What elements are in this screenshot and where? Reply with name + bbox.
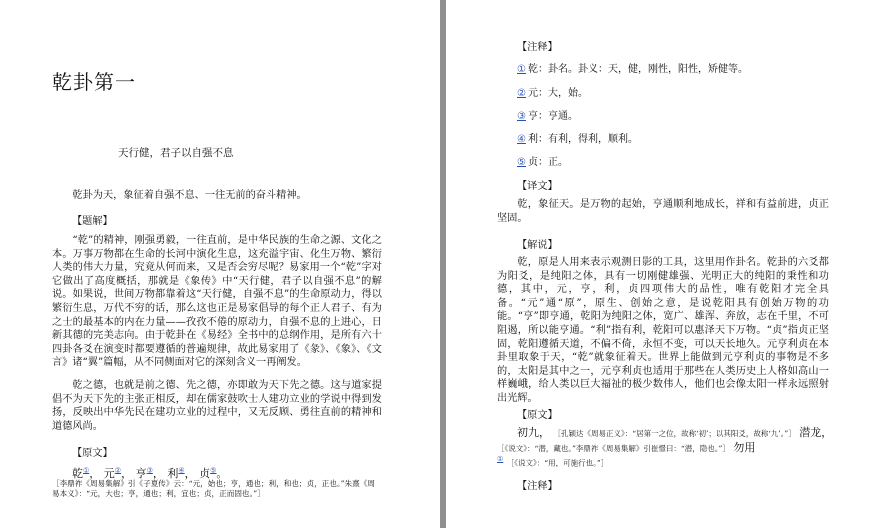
note-item [517, 107, 578, 122]
yiwen-label: 【译文】 [517, 181, 558, 192]
yuanwen-chujiu: 初九 [517, 426, 539, 439]
zhushi-label: 【注释】 [517, 42, 558, 53]
intro-paragraph: 乾卦为天，象征着自强不息、一往无前的奋斗精神。 [72, 190, 307, 201]
page-title: 乾卦第一 [52, 70, 136, 94]
tijie-paragraph: “乾”的精神，刚强勇毅，一往直前，是中华民族的生命之源、文化之本。万事万物都在生命的长河中演化生息，这充溢宇宙、化生万物、繁衍人类的伟大力量，究竟从何而来，又是否会穷尽呢？易家用一个“乾”字对它做出了高度概括，那就是《象传》中“天行健，君子以自强不息”的解说。如果说，世间万物都靠着这“天行健，自强不息”的生命原动力，得以繁衍生息，万代不穷的话，那么这也正是易家倡导的每个正人君子、有为之士的最基本的内在力量——孜孜不倦的原动力，自强不息的上进心，日新其德的完美志向。由于乾卦在《易经》全书中的总纲作用，是所有六十四卦各爻在演变时都要遵循的普遍规律，故此易家用了《彖》、《象》、《文言》诸“翼”篇幅，从不同侧面对它的深刻含义一再阐发。 [52, 235, 382, 369]
yuanwen-qianlong: 潜龙 [799, 426, 822, 439]
yuanwen-char: 乾 [72, 467, 83, 480]
note-text: 亨：亨通。 [527, 111, 578, 122]
yuanwen-label-left: 【原文】 [72, 448, 113, 459]
yuanwen-note: ［孔颖达《周易正义》：“居第一之位，故称‘初’；以其阳爻，故称‘九’。”］ [553, 429, 796, 438]
yuanwen-line-right: 初九， ［孔颖达《周易正义》：“居第一之位，故称‘初’；以其阳爻，故称‘九’。”］ 潜龙， [517, 426, 833, 439]
note-item [517, 84, 588, 99]
note-item [517, 60, 748, 75]
note-text: 乾：卦名。卦义：天，健，刚性，阳性，矫健等。 [527, 64, 748, 75]
footnote-mark[interactable]: ① [497, 455, 504, 463]
yuanwen-label-right: 【原文】 [517, 410, 558, 421]
note-text: 元：大，始。 [527, 88, 588, 99]
yuanwen-char: 亨 [135, 467, 147, 480]
note-item [517, 153, 568, 168]
note-number[interactable]: ① [517, 64, 526, 75]
footnote-mark[interactable]: ② [114, 466, 122, 475]
para2: 乾之德，也就是前之德、先之德，亦即敢为天下先之德。这与道家提倡不为天下先的主张正相反，却在儒家鼓吹士人建功立业的学说中得到发扬，反映出中华先民在建功立业的过程中，又无反顾、勇往直前的精神和道德风尚。 [52, 380, 382, 432]
note-number[interactable]: ② [517, 88, 526, 99]
yuanwen-char: 利 [167, 467, 179, 480]
yiwen-paragraph: 乾，象征天。是万物的起始，亨通顺利地成长，祥和有益前进，贞正坚固。 [497, 199, 829, 224]
zhushi-label-2: 【注释】 [517, 481, 558, 492]
footnote-mark[interactable]: ① [83, 466, 90, 475]
yuanwen-char: 元 [103, 467, 115, 480]
yuanwen-char: 贞 [199, 467, 211, 480]
footnote-mark[interactable]: ③ [146, 466, 153, 475]
note-number[interactable]: ④ [517, 134, 526, 145]
left-page [0, 0, 440, 528]
motto: 天行健，君子以自强不息 [118, 147, 234, 159]
note-text: 利：有利，得利，顺利。 [527, 134, 638, 145]
yuanwen-wuyong: 勿用 [733, 441, 756, 454]
yuanwen-line-left: 乾①， 元②， 亨③， 利④， 贞⑤。 [72, 466, 228, 480]
note-text: 贞：正。 [527, 157, 568, 168]
note-number[interactable]: ⑤ [517, 157, 526, 168]
footnote-mark[interactable]: ⑤ [210, 466, 217, 475]
yuanwen-line-right-3 [497, 455, 608, 469]
note-item [517, 130, 638, 145]
note-number[interactable]: ③ [517, 111, 526, 122]
tijie-label: 【题解】 [72, 216, 113, 227]
yuanwen-note-left: ［李鼎祚《周易集解》引《子夏传》云：“元，始也；亨，通也；利，和也；贞，正也。”朱熹《周易本义》：“元，大也；亨，通也；利，宜也；贞，正而固也。”］ [52, 479, 375, 498]
yuanwen-note: ［《说文》：“潜，藏也。”李鼎祚《周易集解》引崔憬曰：“潜，隐也。”］ [497, 444, 730, 453]
footnote-mark[interactable]: ④ [178, 466, 185, 475]
jieshuo-paragraph: 乾，原是人用来表示观测日影的工具，这里用作卦名。乾卦的六爻都为阳爻，是纯阳之体，具有一切刚健雄强、光明正大的纯阳的秉性和功德，其中，元，亨，利，贞四项伟大的品性，唯有乾阳才完全具备。“元”通“原”，原生、创始之意，是说乾阳具有创始万物的功能。“亨”即亨通，乾阳为纯阳之体，宽广、雄浑、奔放，志在千里，不可阻遏，所以能亨通。“利”指有利，乾阳可以惠泽天下万物。“贞”指贞正坚固，乾阳遵循天道，不偏不倚，永恒不变，可以天长地久。元亨利贞在本卦里取象于天，“乾”就象征着天。世界上能做到元亨利贞的事物是不多的，太阳是其中之一，元亨利贞也适用于那些在人类历史上人格如高山一样巍峨，给人类以巨大福祉的极少数伟人，他们也会像太阳一样永远照射出光辉。 [497, 257, 829, 404]
yuanwen-line-right-2 [497, 441, 837, 456]
jieshuo-label: 【解说】 [517, 240, 558, 251]
yuanwen-note: ［《说文》：“用，可施行也。”］ [506, 458, 609, 468]
